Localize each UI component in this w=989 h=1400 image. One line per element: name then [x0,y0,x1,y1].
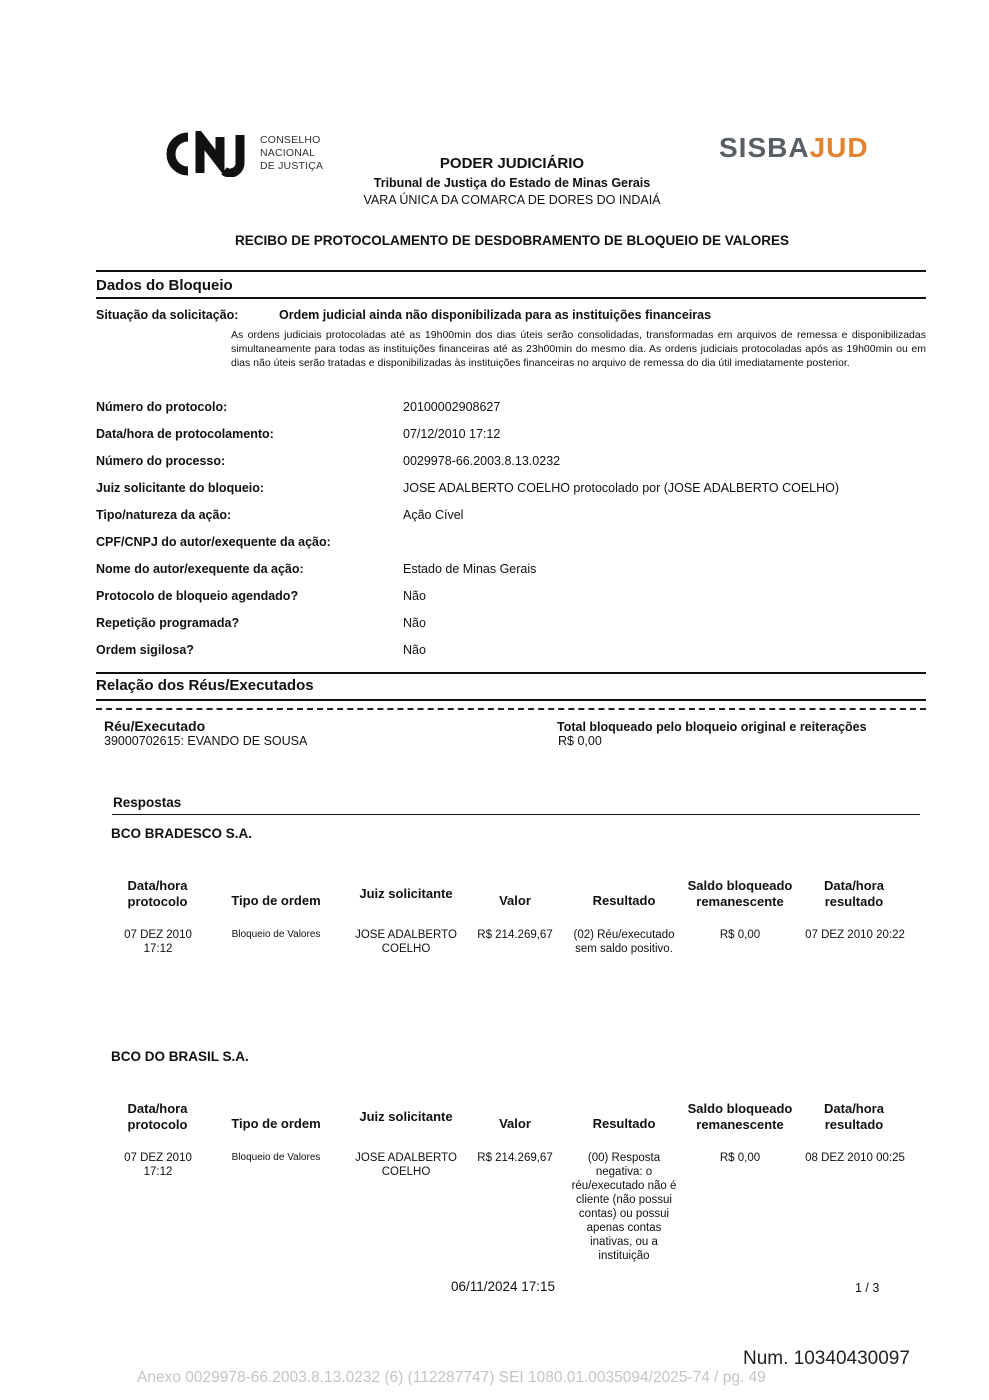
dashed-divider [96,708,926,710]
section-rule [96,699,926,701]
org-name-line: CONSELHO [260,134,321,146]
cell-resultado: (00) Resposta negativa: o réu/executado não é cliente (não possui contas) ou possui apenas contas inativas, ou a instituição [571,1152,677,1262]
col-header-data-protocolo: Data/hora protocolo [127,878,188,909]
field-value: 07/12/2010 17:12 [403,427,501,441]
cell-valor: R$ 214.269,67 [477,1152,553,1164]
field-value: JOSE ADALBERTO COELHO protocolado por (JOSE ADALBERTO COELHO) [403,481,840,495]
annex-watermark: Anexo 0029978-66.2003.8.13.0232 (6) (112287747) SEI 1080.01.0035094/2025-74 / pg. 49 [137,1369,766,1386]
section-rule [96,297,926,299]
col-header-juiz: Juiz solicitante [359,886,453,901]
field-label: Repetição programada? [96,616,240,630]
bank-name: BCO DO BRASIL S.A. [111,1049,249,1064]
cell-saldo: R$ 0,00 [719,1152,761,1164]
document-number: Num. 10340430097 [743,1348,910,1369]
field-value: Não [403,589,426,603]
col-header-tipo: Tipo de ordem [231,1116,321,1131]
cell-data-protocolo: 07 DEZ 2010 17:12 [124,929,192,955]
respostas-title: Respostas [113,795,182,810]
document-title: RECIBO DE PROTOCOLAMENTO DE DESDOBRAMENTO DE BLOQUEIO DE VALORES [234,233,790,248]
cell-data-resultado: 08 DEZ 2010 00:25 [805,1152,905,1164]
cell-data-protocolo: 07 DEZ 2010 17:12 [124,1152,192,1178]
col-header-saldo: Saldo bloqueado remanescente [687,1101,793,1132]
situacao-value: Ordem judicial ainda não disponibilizada para as instituições financeiras [279,308,712,322]
reu-header: Réu/Executado [104,718,206,734]
situacao-label: Situação da solicitação: [96,308,239,322]
respostas-rule [112,814,920,815]
header-title: PODER JUDICIÁRIO [439,155,585,172]
col-header-data-resultado: Data/hora resultado [824,1101,884,1132]
cell-tipo: Bloqueio de Valores [231,929,321,940]
section-title-reus: Relação dos Réus/Executados [96,677,314,694]
bank-name: BCO BRADESCO S.A. [111,826,253,841]
field-label: Juiz solicitante do bloqueio: [96,481,265,495]
org-name-line: DE JUSTIÇA [260,160,324,172]
total-header: Total bloqueado pelo bloqueio original e reiterações [557,720,867,734]
field-label: CPF/CNPJ do autor/exequente da ação: [96,535,331,549]
cell-tipo: Bloqueio de Valores [231,1152,321,1163]
total-value: R$ 0,00 [558,734,602,748]
cell-juiz: JOSE ADALBERTO COELHO [355,1152,457,1178]
field-value: Não [403,643,426,657]
org-name-line: NACIONAL [260,147,316,159]
field-value: 20100002908627 [403,400,501,414]
section-rule [96,672,926,674]
field-label: Tipo/natureza da ação: [96,508,232,522]
field-value: Estado de Minas Gerais [403,562,537,576]
field-value: Ação Cível [403,508,464,522]
col-header-data-resultado: Data/hora resultado [824,878,884,909]
field-label: Nome do autor/exequente da ação: [96,562,304,576]
header-vara: VARA ÚNICA DA COMARCA DE DORES DO INDAIÁ [363,193,661,207]
col-header-data-protocolo: Data/hora protocolo [127,1101,188,1132]
header-tribunal: Tribunal de Justiça do Estado de Minas Gerais [373,176,651,190]
col-header-tipo: Tipo de ordem [231,893,321,908]
col-header-saldo: Saldo bloqueado remanescente [687,878,793,909]
field-value: Não [403,616,426,630]
footer-timestamp: 06/11/2024 17:15 [450,1279,556,1294]
field-label: Número do processo: [96,454,226,468]
col-header-valor: Valor [499,1116,531,1131]
cell-valor: R$ 214.269,67 [477,929,553,941]
section-title-dados: Dados do Bloqueio [96,277,233,294]
col-header-resultado: Resultado [592,893,656,908]
col-header-juiz: Juiz solicitante [359,1109,453,1124]
field-label: Número do protocolo: [96,400,228,414]
field-label: Ordem sigilosa? [96,643,194,657]
cell-resultado: (02) Réu/executado sem saldo positivo. [573,929,675,955]
col-header-resultado: Resultado [592,1116,656,1131]
page-number: 1 / 3 [855,1281,880,1295]
reu-value: 39000702615: EVANDO DE SOUSA [104,734,308,748]
cell-juiz: JOSE ADALBERTO COELHO [355,929,457,955]
field-value: 0029978-66.2003.8.13.0232 [403,454,561,468]
sisbajud-logo-part1: SISBA [719,132,810,163]
col-header-valor: Valor [499,893,531,908]
field-label: Protocolo de bloqueio agendado? [96,589,299,603]
section-rule [96,270,926,272]
sisbajud-logo-part2: JUD [809,132,869,163]
cell-data-resultado: 07 DEZ 2010 20:22 [805,929,905,941]
situacao-note: As ordens judiciais protocoladas até as 19h00min dos dias úteis serão consolidadas, transformadas em arquivos de remessa e disponibilizadas simultaneamente para todas as instituições financeiras até as 23h00min do mesmo dia. As ordens judiciais protocoladas após as 19h00min ou em dias não úteis serão tratadas e disponibilizadas às instituições financeiras no arquivo de remessa do dia útil imediatamente posterior. [231,329,926,369]
cell-saldo: R$ 0,00 [719,929,761,941]
field-label: Data/hora de protocolamento: [96,427,274,441]
